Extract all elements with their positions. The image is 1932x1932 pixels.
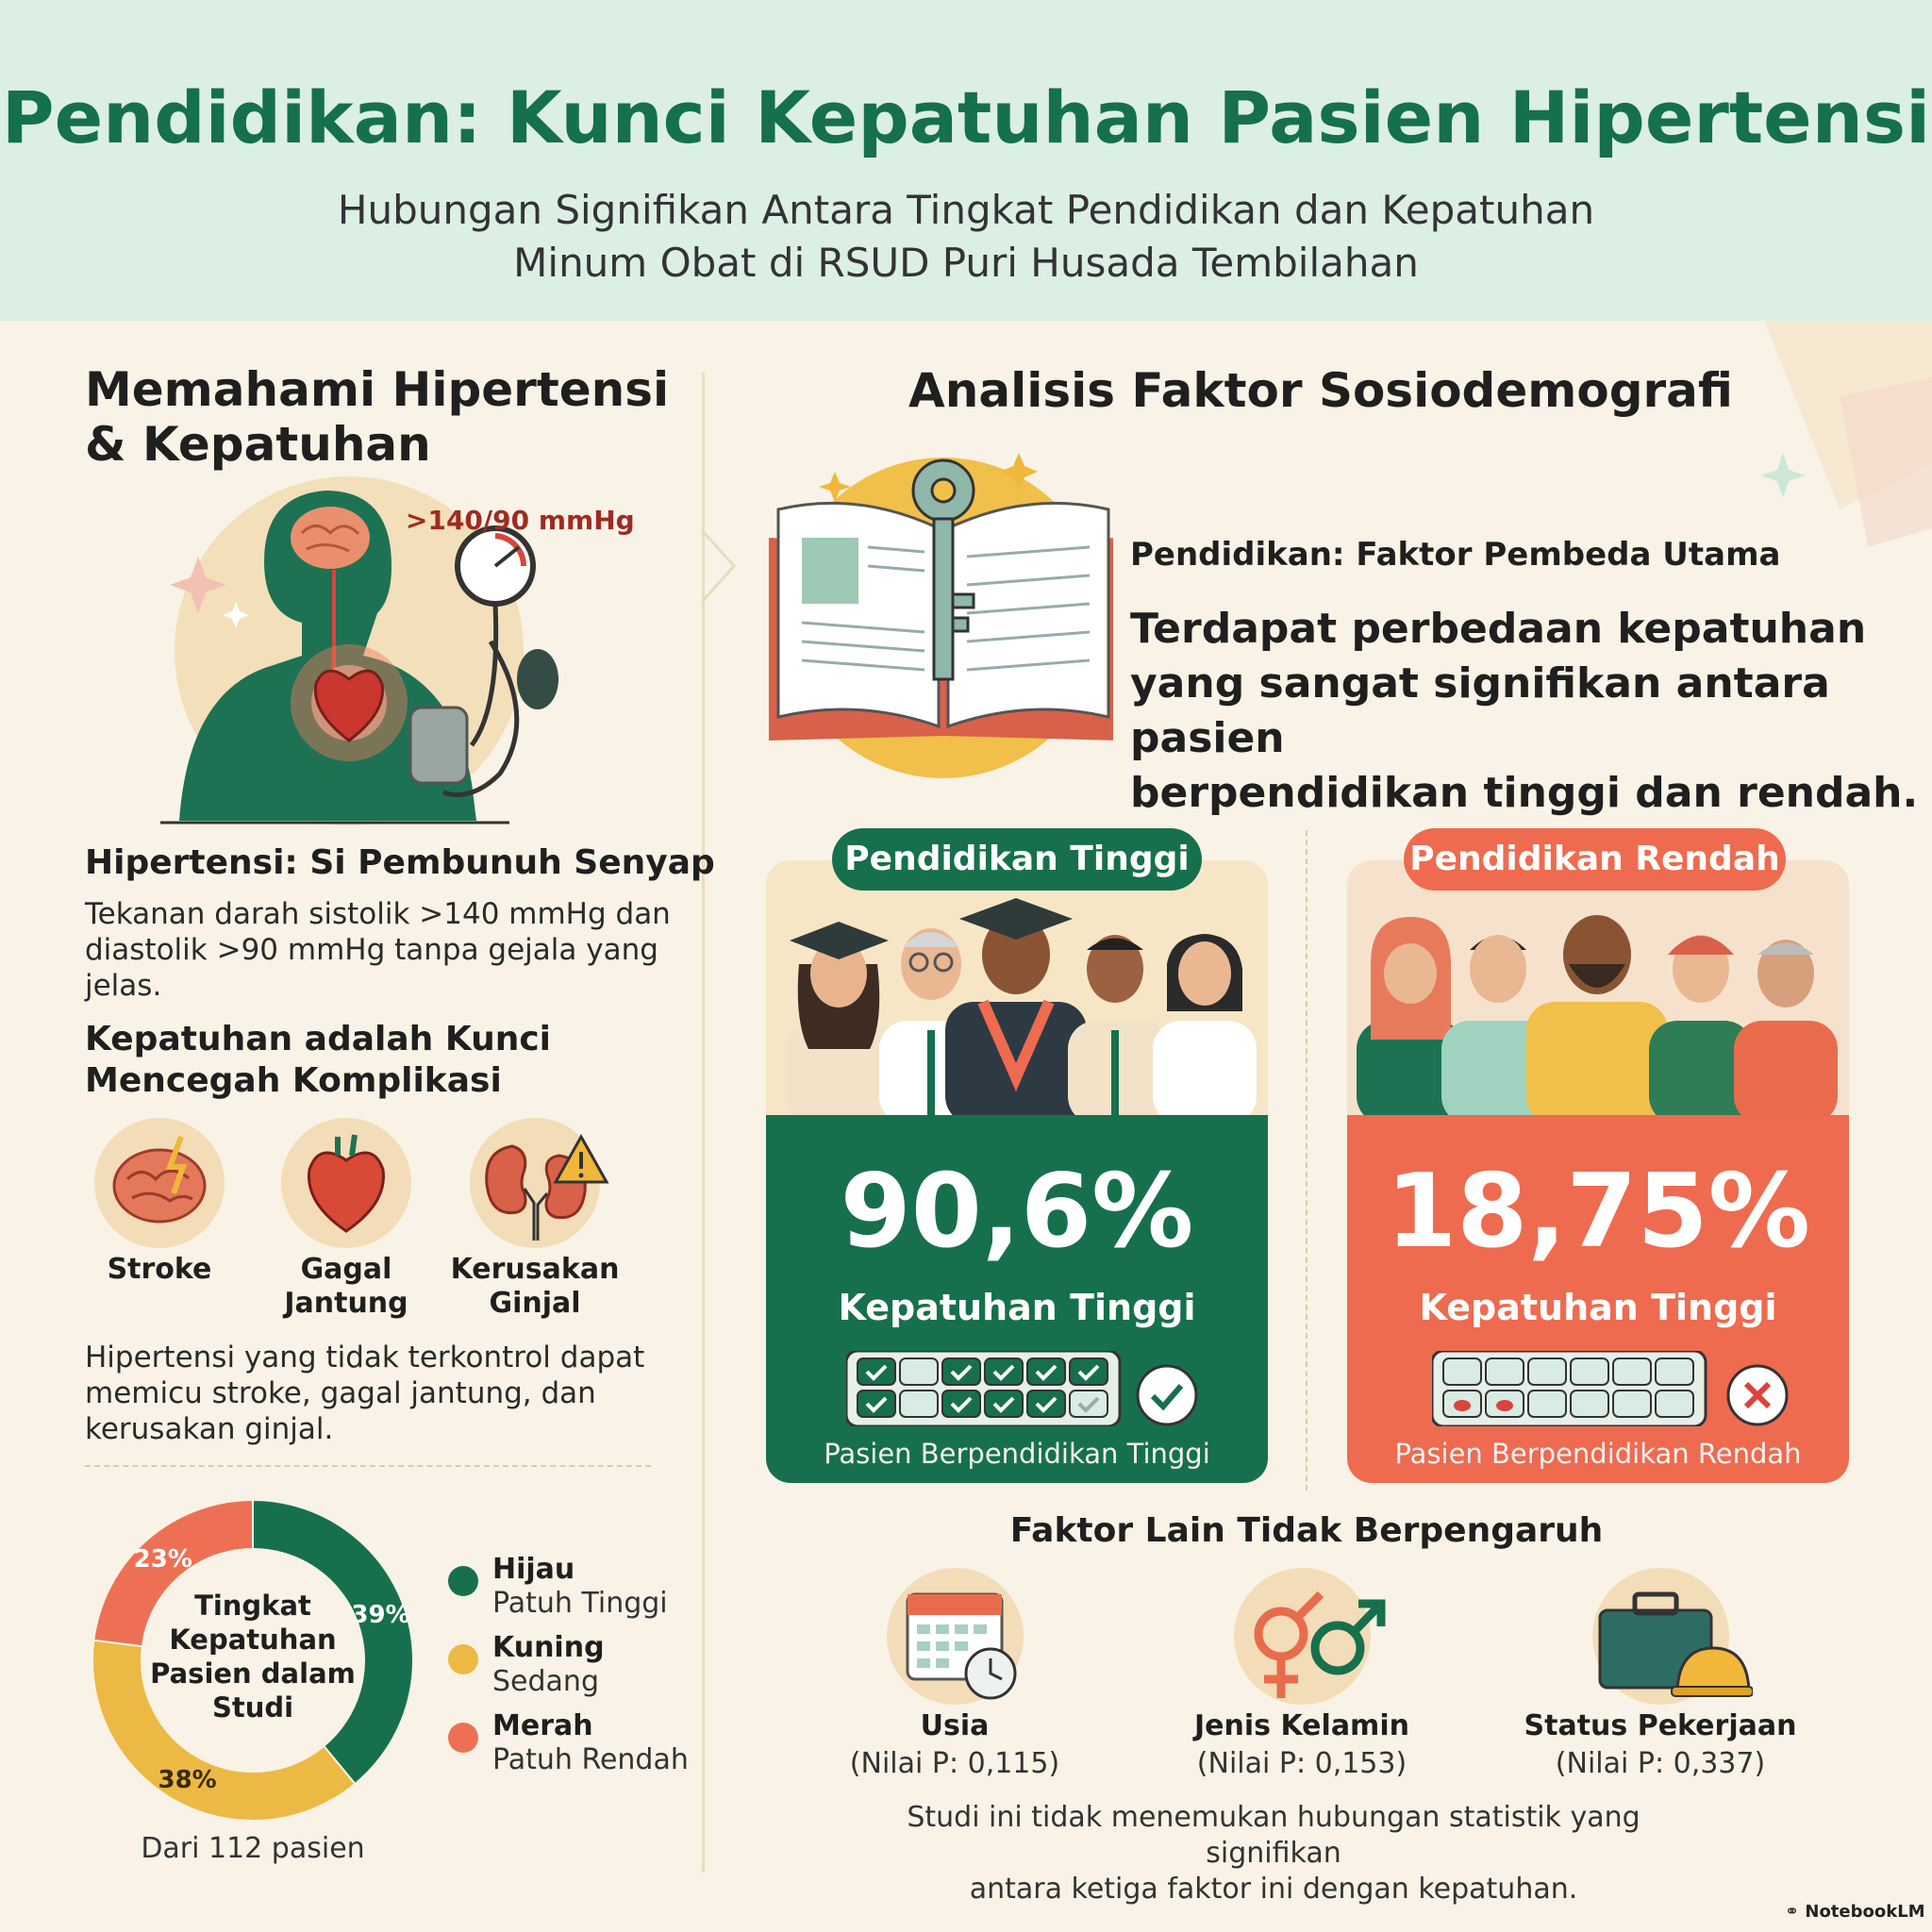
complication-stroke-line-1: Stroke xyxy=(107,1253,212,1286)
complication-kidney-line-2: Ginjal xyxy=(489,1287,581,1320)
complication-kidney-line-1: Kerusakan xyxy=(450,1253,620,1286)
gender-icon xyxy=(1226,1568,1396,1719)
left-section-divider xyxy=(85,1465,651,1467)
legend-red-title: Merah xyxy=(492,1709,593,1742)
left-heading-line-2: & Kepatuhan xyxy=(85,417,431,472)
high-education-stat-label: Kepatuhan Tinggi xyxy=(838,1287,1196,1328)
heart-icon xyxy=(281,1118,411,1248)
pill-cell xyxy=(985,1358,1023,1385)
pill-cell xyxy=(1528,1358,1566,1385)
low-education-pill: Pendidikan Rendah xyxy=(1404,828,1786,891)
high-education-card xyxy=(766,860,1268,1483)
legend-dot-yellow xyxy=(448,1644,478,1674)
cross-circle-icon xyxy=(1724,1362,1790,1428)
legend-dot-green xyxy=(448,1566,478,1596)
complication-heart-label xyxy=(266,1253,426,1321)
divider-chevron xyxy=(700,528,738,604)
pill-cell xyxy=(1070,1391,1108,1417)
factor-gender-p: (Nilai P: 0,153) xyxy=(1196,1747,1407,1780)
check-circle-icon xyxy=(1134,1362,1200,1428)
key-factor-line-1: Terdapat perbedaan kepatuhan xyxy=(1130,605,1867,653)
pill-cell xyxy=(942,1358,980,1385)
pill-cell xyxy=(1613,1358,1651,1385)
donut-title-line-3: Pasien dalam xyxy=(150,1657,356,1690)
key-factor-line-3: berpendidikan tinggi dan rendah. xyxy=(1130,769,1919,817)
bp-threshold-label: >140/90 mmHg xyxy=(406,505,635,536)
pill-cell xyxy=(1571,1391,1608,1417)
low-education-percent: 18,75% xyxy=(1386,1153,1810,1271)
kidney-warning-icon xyxy=(470,1118,611,1248)
page-title: Pendidikan: Kunci Kepatuhan Pasien Hipertensi xyxy=(1,75,1931,159)
factor-age-name: Usia xyxy=(920,1709,990,1742)
low-education-card xyxy=(1347,860,1849,1483)
graduates-illustration xyxy=(766,860,1268,1115)
high-pill-tracker-icon xyxy=(846,1351,1167,1426)
pill-cell xyxy=(858,1391,895,1417)
legend-yellow-sub: Sedang xyxy=(492,1665,599,1698)
pill-cell xyxy=(1486,1358,1524,1385)
pill-cell xyxy=(900,1391,938,1417)
legend-green-title: Hijau xyxy=(492,1553,575,1586)
high-education-pill: Pendidikan Tinggi xyxy=(832,828,1202,891)
silent-killer-text xyxy=(85,896,671,1004)
general-public-illustration xyxy=(1347,860,1849,1115)
complication-stroke-label xyxy=(83,1253,236,1287)
key-factor-title: Pendidikan: Faktor Pembeda Utama xyxy=(1130,536,1781,574)
pill-cell xyxy=(985,1391,1023,1417)
compliance-title-line-2: Mencegah Komplikasi xyxy=(85,1061,502,1100)
pill-cell xyxy=(942,1391,980,1417)
low-education-stat-panel xyxy=(1347,1115,1849,1483)
left-heading-line-1: Memahami Hipertensi xyxy=(85,362,670,417)
compliance-title-line-1: Kepatuhan adalah Kunci xyxy=(85,1020,552,1058)
legend-dot-red xyxy=(448,1723,478,1753)
card-divider xyxy=(1306,830,1307,1491)
legend-red-sub: Patuh Rendah xyxy=(492,1743,689,1776)
right-heading: Analisis Faktor Sosiodemografi xyxy=(908,363,1733,418)
factor-employment-p: (Nilai P: 0,337) xyxy=(1555,1747,1766,1780)
calendar-clock-icon xyxy=(887,1568,1038,1719)
high-education-percent: 90,6% xyxy=(840,1153,1194,1271)
silent-killer-line-2: diastolik >90 mmHg tanpa gejala yang xyxy=(85,933,658,967)
low-education-caption: Pasien Berpendidikan Rendah xyxy=(1394,1438,1802,1470)
other-factors-note xyxy=(849,1800,1698,1907)
pill-dot xyxy=(1454,1400,1471,1411)
pill-cell xyxy=(1070,1358,1108,1385)
factor-age-p: (Nilai P: 0,115) xyxy=(849,1747,1060,1780)
other-factors-note-line-1: Studi ini tidak menemukan hubungan statistik yang signifikan xyxy=(907,1801,1641,1870)
key-factor-line-2: yang sangat signifikan antara pasien xyxy=(1130,659,1830,762)
other-factors-title: Faktor Lain Tidak Berpengaruh xyxy=(1009,1511,1604,1550)
donut-title-line-4: Studi xyxy=(211,1691,294,1724)
complication-note-line-2: memicu stroke, gagal jantung, dan xyxy=(85,1376,596,1410)
left-heading xyxy=(85,362,669,472)
brand-name: NotebookLM xyxy=(1805,1902,1925,1922)
brain-icon xyxy=(94,1118,225,1248)
key-factor-text xyxy=(1130,602,1932,821)
donut-slice-label-merah: 23% xyxy=(133,1544,192,1574)
brand-mark xyxy=(1785,1902,1925,1922)
pill-cell xyxy=(900,1358,938,1385)
pill-cell xyxy=(858,1358,895,1385)
factor-employment-name: Status Pekerjaan xyxy=(1524,1709,1797,1742)
complication-heart-line-1: Gagal xyxy=(300,1253,392,1286)
pill-cell xyxy=(1027,1391,1065,1417)
donut-title-line-1: Tingkat xyxy=(194,1590,311,1622)
page-subtitle xyxy=(0,184,1932,290)
other-factors-note-line-2: antara ketiga faktor ini dengan kepatuhan. xyxy=(969,1873,1578,1906)
pill-cell xyxy=(1613,1391,1651,1417)
complication-kidney-label xyxy=(449,1253,621,1321)
low-education-stat-label: Kepatuhan Tinggi xyxy=(1419,1287,1777,1328)
pill-cell xyxy=(1656,1391,1693,1417)
subtitle-line-1: Hubungan Signifikan Antara Tingkat Pendidikan dan Kepatuhan xyxy=(337,187,1595,233)
silent-killer-line-1: Tekanan darah sistolik >140 mmHg dan xyxy=(85,897,671,931)
pill-cell xyxy=(1528,1391,1566,1417)
silent-killer-line-3: jelas. xyxy=(85,969,162,1003)
pill-cell xyxy=(1571,1358,1608,1385)
pill-cell xyxy=(1027,1358,1065,1385)
factor-gender-name: Jenis Kelamin xyxy=(1194,1709,1409,1742)
complication-note xyxy=(85,1340,644,1447)
complication-note-line-3: kerusakan ginjal. xyxy=(85,1412,334,1446)
silent-killer-title: Hipertensi: Si Pembunuh Senyap xyxy=(85,843,715,882)
donut-center-title xyxy=(140,1589,366,1724)
book-key-illustration xyxy=(755,453,1113,792)
donut-title-line-2: Kepatuhan xyxy=(169,1624,337,1656)
donut-slice-label-kuning: 38% xyxy=(158,1766,217,1795)
high-education-caption: Pasien Berpendidikan Tinggi xyxy=(824,1438,1210,1470)
briefcase-helmet-icon xyxy=(1592,1568,1753,1719)
legend-green-sub: Patuh Tinggi xyxy=(492,1587,668,1620)
donut-footnote: Dari 112 pasien xyxy=(141,1832,365,1865)
complication-note-line-1: Hipertensi yang tidak terkontrol dapat xyxy=(85,1341,645,1374)
subtitle-line-2: Minum Obat di RSUD Puri Husada Tembilahan xyxy=(513,240,1419,286)
low-pill-tracker-icon xyxy=(1432,1351,1753,1426)
brand-logo-icon: ⚭ xyxy=(1785,1902,1800,1922)
pill-dot xyxy=(1496,1400,1513,1411)
high-education-stat-panel xyxy=(766,1115,1268,1483)
pill-cell xyxy=(1656,1358,1693,1385)
legend-yellow-title: Kuning xyxy=(492,1631,605,1664)
compliance-title xyxy=(85,1019,551,1102)
donut-slice-label-hijau: 39% xyxy=(351,1601,410,1630)
decorative-corner-shapes xyxy=(1726,321,1932,566)
pill-cell xyxy=(1443,1358,1481,1385)
complication-heart-line-2: Jantung xyxy=(284,1287,408,1320)
